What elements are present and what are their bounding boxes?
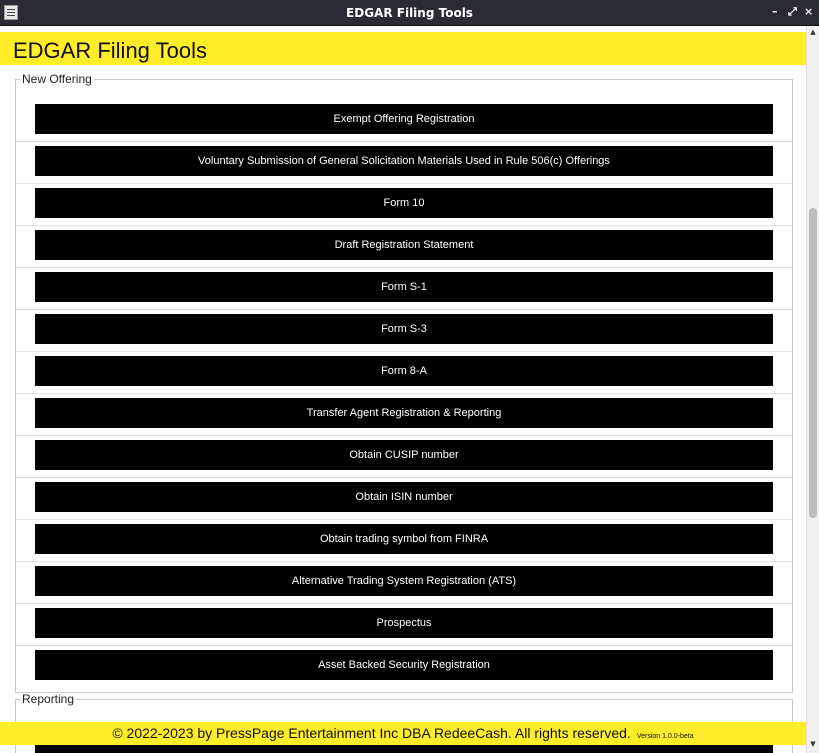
list-item xyxy=(16,142,792,184)
obtain-trading-symbol-button[interactable]: Obtain trading symbol from FINRA xyxy=(35,524,773,554)
list-item xyxy=(16,394,792,436)
list-item xyxy=(16,520,792,562)
general-solicitation-materials-button[interactable]: Voluntary Submission of General Solicitation Materials Used in Rule 506(c) Offerings xyxy=(35,146,773,176)
form-8a-button[interactable]: Form 8-A xyxy=(35,356,773,386)
list-item xyxy=(16,226,792,268)
obtain-cusip-button[interactable]: Obtain CUSIP number xyxy=(35,440,773,470)
prospectus-button[interactable]: Prospectus xyxy=(35,608,773,638)
form-s3-button[interactable]: Form S-3 xyxy=(35,314,773,344)
close-button[interactable]: × xyxy=(804,5,814,18)
ats-registration-button[interactable]: Alternative Trading System Registration (ATS) xyxy=(35,566,773,596)
offering-button-list xyxy=(16,100,792,688)
list-item xyxy=(16,100,792,142)
list-item xyxy=(16,646,792,688)
scroll-up-icon[interactable]: ▲ xyxy=(810,28,816,36)
restore-button[interactable]: ⤢ xyxy=(788,5,797,18)
new-offering-legend: New Offering xyxy=(22,72,92,86)
scrollbar-thumb[interactable] xyxy=(809,208,817,518)
page-title: EDGAR Filing Tools xyxy=(13,38,207,63)
asset-backed-security-registration-button[interactable]: Asset Backed Security Registration xyxy=(35,650,773,680)
form-10-button[interactable]: Form 10 xyxy=(35,188,773,218)
list-item xyxy=(16,436,792,478)
window-titlebar xyxy=(0,0,819,26)
list-item xyxy=(16,184,792,226)
content-area xyxy=(0,26,806,753)
list-item xyxy=(16,310,792,352)
scroll-down-icon[interactable]: ▼ xyxy=(810,740,816,748)
copyright-text: © 2022-2023 by PressPage Entertainment Inc DBA RedeeCash. All rights reserved. xyxy=(112,725,631,741)
list-item xyxy=(16,562,792,604)
footer xyxy=(0,722,806,745)
vertical-scrollbar[interactable] xyxy=(806,26,819,753)
list-item xyxy=(16,352,792,394)
version-text: Version 1.0.0-beta xyxy=(636,733,694,740)
page-header xyxy=(0,32,806,65)
list-item xyxy=(16,478,792,520)
new-offering-group xyxy=(15,72,793,693)
window-title: EDGAR Filing Tools xyxy=(346,6,473,20)
list-item xyxy=(16,604,792,646)
obtain-isin-button[interactable]: Obtain ISIN number xyxy=(35,482,773,512)
form-s1-button[interactable]: Form S-1 xyxy=(35,272,773,302)
draft-registration-statement-button[interactable]: Draft Registration Statement xyxy=(35,230,773,260)
list-item xyxy=(16,268,792,310)
exempt-offering-registration-button[interactable]: Exempt Offering Registration xyxy=(35,104,773,134)
minimize-button[interactable]: – xyxy=(772,5,778,18)
reporting-legend: Reporting xyxy=(22,692,75,706)
transfer-agent-registration-button[interactable]: Transfer Agent Registration & Reporting xyxy=(35,398,773,428)
